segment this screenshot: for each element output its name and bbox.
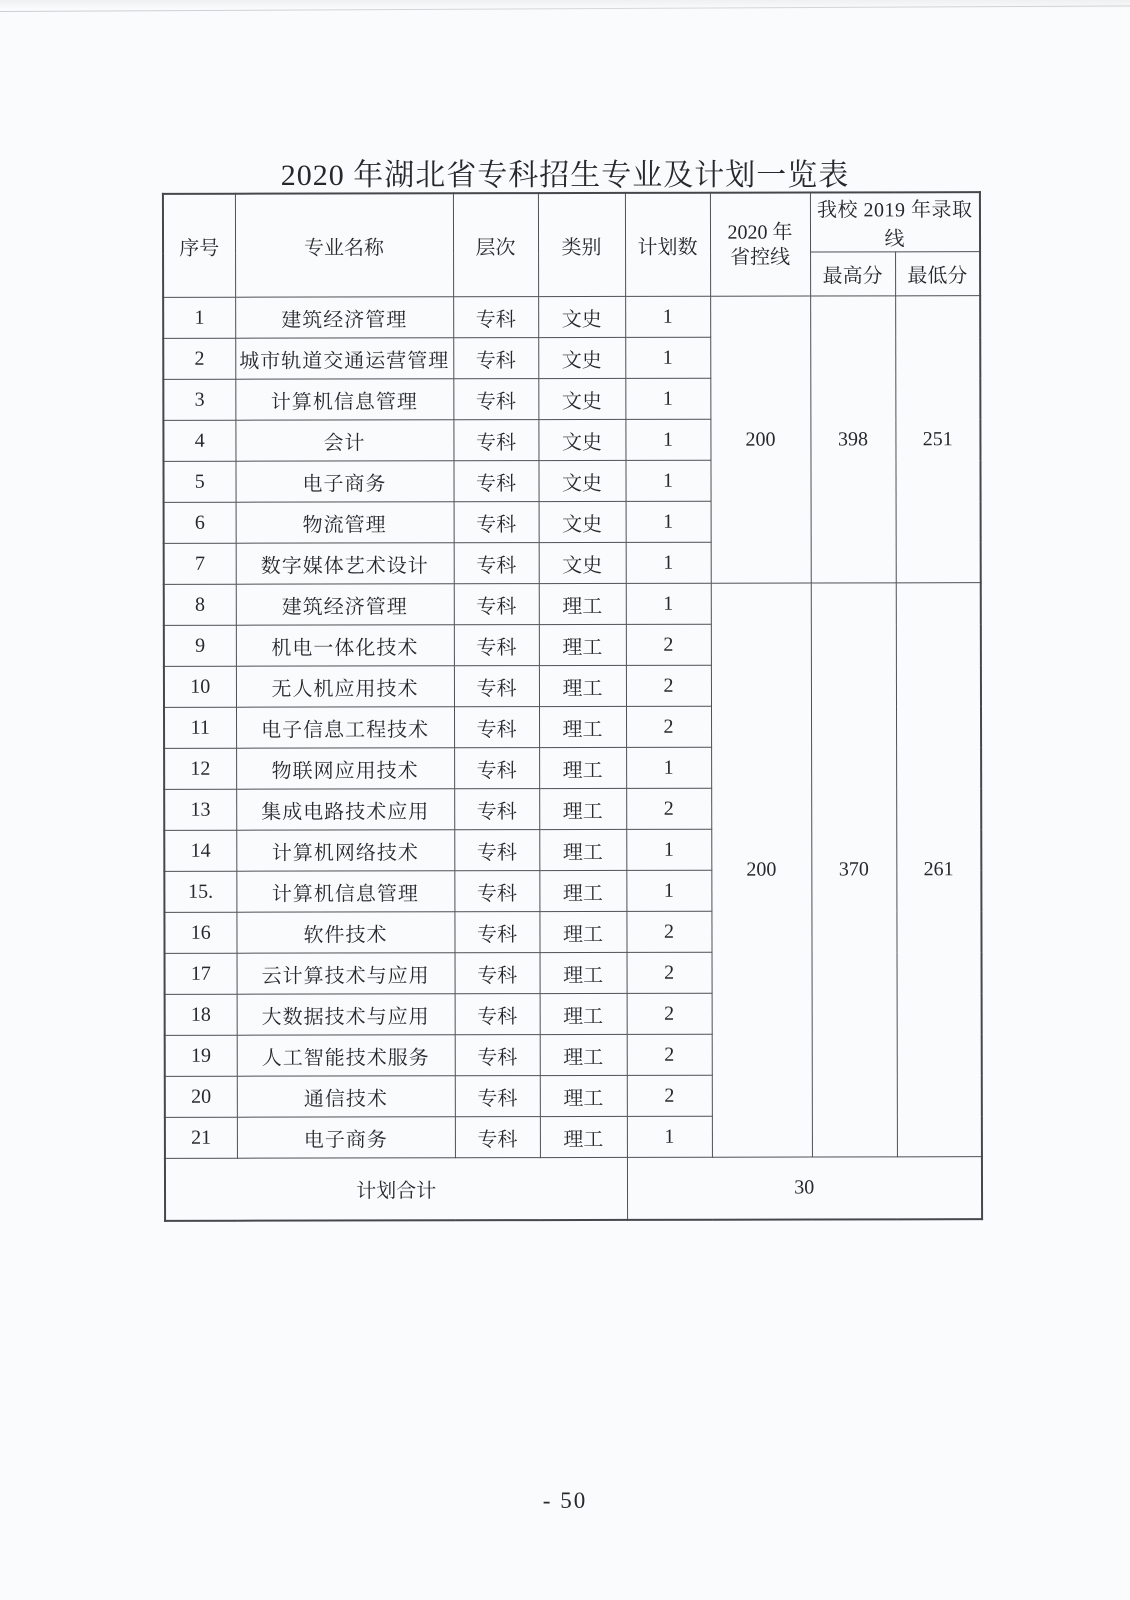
cell-plan: 1	[626, 542, 711, 583]
cell-level: 专科	[454, 543, 539, 584]
cell-category: 文史	[538, 378, 625, 419]
cell-no: 4	[163, 420, 235, 461]
cell-category: 文史	[538, 296, 625, 337]
cell-category: 文史	[539, 542, 626, 583]
cell-level: 专科	[454, 666, 539, 707]
table-row	[164, 583, 981, 626]
cell-level: 专科	[454, 912, 539, 953]
cell-category: 理工	[539, 829, 626, 870]
cell-no: 16	[164, 912, 236, 953]
cell-category: 理工	[539, 583, 626, 624]
cell-category: 理工	[540, 1116, 627, 1157]
cell-major: 会计	[235, 420, 453, 461]
cell-level: 专科	[453, 461, 538, 502]
cell-level: 专科	[455, 994, 540, 1035]
cell-level: 专科	[453, 379, 538, 420]
cell-no: 20	[165, 1076, 237, 1117]
cell-no: 21	[165, 1117, 237, 1158]
header-major: 专业名称	[235, 193, 453, 297]
cell-level: 专科	[454, 584, 539, 625]
summary-label: 计划合计	[165, 1157, 627, 1220]
cell-no: 14	[164, 830, 236, 871]
cell-plan: 1	[626, 747, 711, 788]
cell-plan: 2	[626, 788, 711, 829]
header-admission-2019: 我校 2019 年录取线	[810, 192, 980, 252]
cell-no: 11	[164, 707, 236, 748]
cell-category: 文史	[538, 419, 625, 460]
page-number: - 50	[542, 1488, 588, 1513]
cell-no: 6	[164, 502, 236, 543]
cell-plan: 2	[626, 911, 711, 952]
cell-level: 专科	[454, 830, 539, 871]
cell-major: 人工智能技术服务	[237, 1035, 455, 1076]
cell-level: 专科	[455, 1035, 540, 1076]
cell-level: 专科	[454, 789, 539, 830]
cell-min-score: 261	[896, 583, 982, 1157]
cell-no: 15.	[164, 871, 236, 912]
cell-major: 物流管理	[236, 502, 454, 543]
cell-category: 理工	[540, 1034, 627, 1075]
cell-plan: 1	[626, 583, 711, 624]
summary-row	[165, 1157, 982, 1221]
cell-category: 理工	[539, 665, 626, 706]
cell-plan: 1	[626, 829, 711, 870]
cell-major: 无人机应用技术	[236, 666, 454, 707]
cell-plan: 2	[626, 706, 711, 747]
cell-plan: 1	[625, 296, 710, 337]
cell-category: 文史	[538, 460, 625, 501]
summary-total: 30	[627, 1157, 982, 1220]
cell-plan: 2	[627, 993, 712, 1034]
cell-level: 专科	[454, 502, 539, 543]
cell-major: 建筑经济管理	[236, 584, 454, 625]
cell-plan: 1	[627, 1116, 712, 1157]
cell-no: 10	[164, 666, 236, 707]
page-title: 2020 年湖北省专科招生专业及计划一览表	[280, 159, 850, 192]
cell-no: 3	[163, 379, 235, 420]
cell-major: 电子商务	[237, 1117, 455, 1158]
cell-level: 专科	[454, 871, 539, 912]
header-control-line	[710, 193, 810, 297]
cell-level: 专科	[454, 625, 539, 666]
cell-level: 专科	[453, 420, 538, 461]
cell-plan: 1	[625, 337, 710, 378]
cell-major: 物联网应用技术	[236, 748, 454, 789]
cell-category: 文史	[538, 337, 625, 378]
cell-plan: 1	[625, 378, 710, 419]
cell-level: 专科	[454, 707, 539, 748]
cell-category: 理工	[539, 706, 626, 747]
cell-category: 理工	[539, 788, 626, 829]
cell-level: 专科	[453, 338, 538, 379]
cell-no: 17	[165, 953, 237, 994]
cell-category: 理工	[540, 993, 627, 1034]
cell-plan: 1	[626, 870, 711, 911]
cell-no: 5	[163, 461, 235, 502]
cell-major: 软件技术	[236, 912, 454, 953]
header-control-line-year: 2020 年	[727, 221, 793, 244]
cell-category: 理工	[540, 952, 627, 993]
cell-category: 理工	[540, 1075, 627, 1116]
header-level: 层次	[453, 193, 538, 297]
cell-plan: 2	[626, 665, 711, 706]
cell-major: 大数据技术与应用	[237, 994, 455, 1035]
enrollment-plan-table	[162, 191, 983, 1221]
cell-major: 电子商务	[235, 461, 453, 502]
cell-major: 城市轨道交通运营管理	[235, 338, 453, 379]
table-header	[163, 192, 980, 297]
cell-control-line: 200	[710, 296, 811, 583]
cell-major: 计算机信息管理	[236, 871, 454, 912]
cell-level: 专科	[453, 297, 538, 338]
cell-major: 机电一体化技术	[236, 625, 454, 666]
cell-no: 12	[164, 748, 236, 789]
cell-category: 文史	[539, 501, 626, 542]
cell-level: 专科	[455, 1076, 540, 1117]
cell-category: 理工	[539, 747, 626, 788]
cell-max-score: 370	[811, 583, 897, 1157]
cell-no: 7	[164, 543, 236, 584]
cell-no: 19	[165, 1035, 237, 1076]
cell-no: 9	[164, 625, 236, 666]
table-footer	[165, 1157, 982, 1221]
cell-plan: 2	[627, 1075, 712, 1116]
header-no: 序号	[163, 194, 235, 298]
cell-no: 13	[164, 789, 236, 830]
cell-level: 专科	[455, 1117, 540, 1158]
cell-level: 专科	[454, 748, 539, 789]
cell-major: 计算机信息管理	[235, 379, 453, 420]
header-min-score: 最低分	[895, 252, 980, 296]
cell-major: 通信技术	[237, 1076, 455, 1117]
header-row-1	[163, 192, 980, 253]
table-row	[163, 296, 980, 339]
cell-plan: 2	[627, 952, 712, 993]
cell-major: 云计算技术与应用	[237, 953, 455, 994]
cell-max-score: 398	[810, 296, 896, 583]
cell-category: 理工	[539, 624, 626, 665]
cell-no: 1	[163, 297, 235, 338]
cell-no: 2	[163, 338, 235, 379]
header-max-score: 最高分	[810, 252, 895, 296]
cell-major: 建筑经济管理	[235, 297, 453, 338]
cell-no: 8	[164, 584, 236, 625]
header-control-line-label: 省控线	[730, 246, 791, 269]
cell-plan: 1	[626, 501, 711, 542]
cell-plan: 2	[626, 624, 711, 665]
cell-plan: 2	[627, 1034, 712, 1075]
header-category: 类别	[538, 193, 625, 297]
cell-control-line: 200	[711, 583, 812, 1157]
cell-major: 电子信息工程技术	[236, 707, 454, 748]
cell-major: 数字媒体艺术设计	[236, 543, 454, 584]
cell-major: 集成电路技术应用	[236, 789, 454, 830]
cell-major: 计算机网络技术	[236, 830, 454, 871]
cell-plan: 1	[625, 460, 710, 501]
cell-level: 专科	[455, 953, 540, 994]
cell-category: 理工	[539, 870, 626, 911]
cell-min-score: 251	[895, 296, 981, 583]
table-body	[163, 296, 982, 1159]
cell-category: 理工	[539, 911, 626, 952]
cell-no: 18	[165, 994, 237, 1035]
header-plan: 计划数	[625, 193, 710, 297]
cell-plan: 1	[625, 419, 710, 460]
